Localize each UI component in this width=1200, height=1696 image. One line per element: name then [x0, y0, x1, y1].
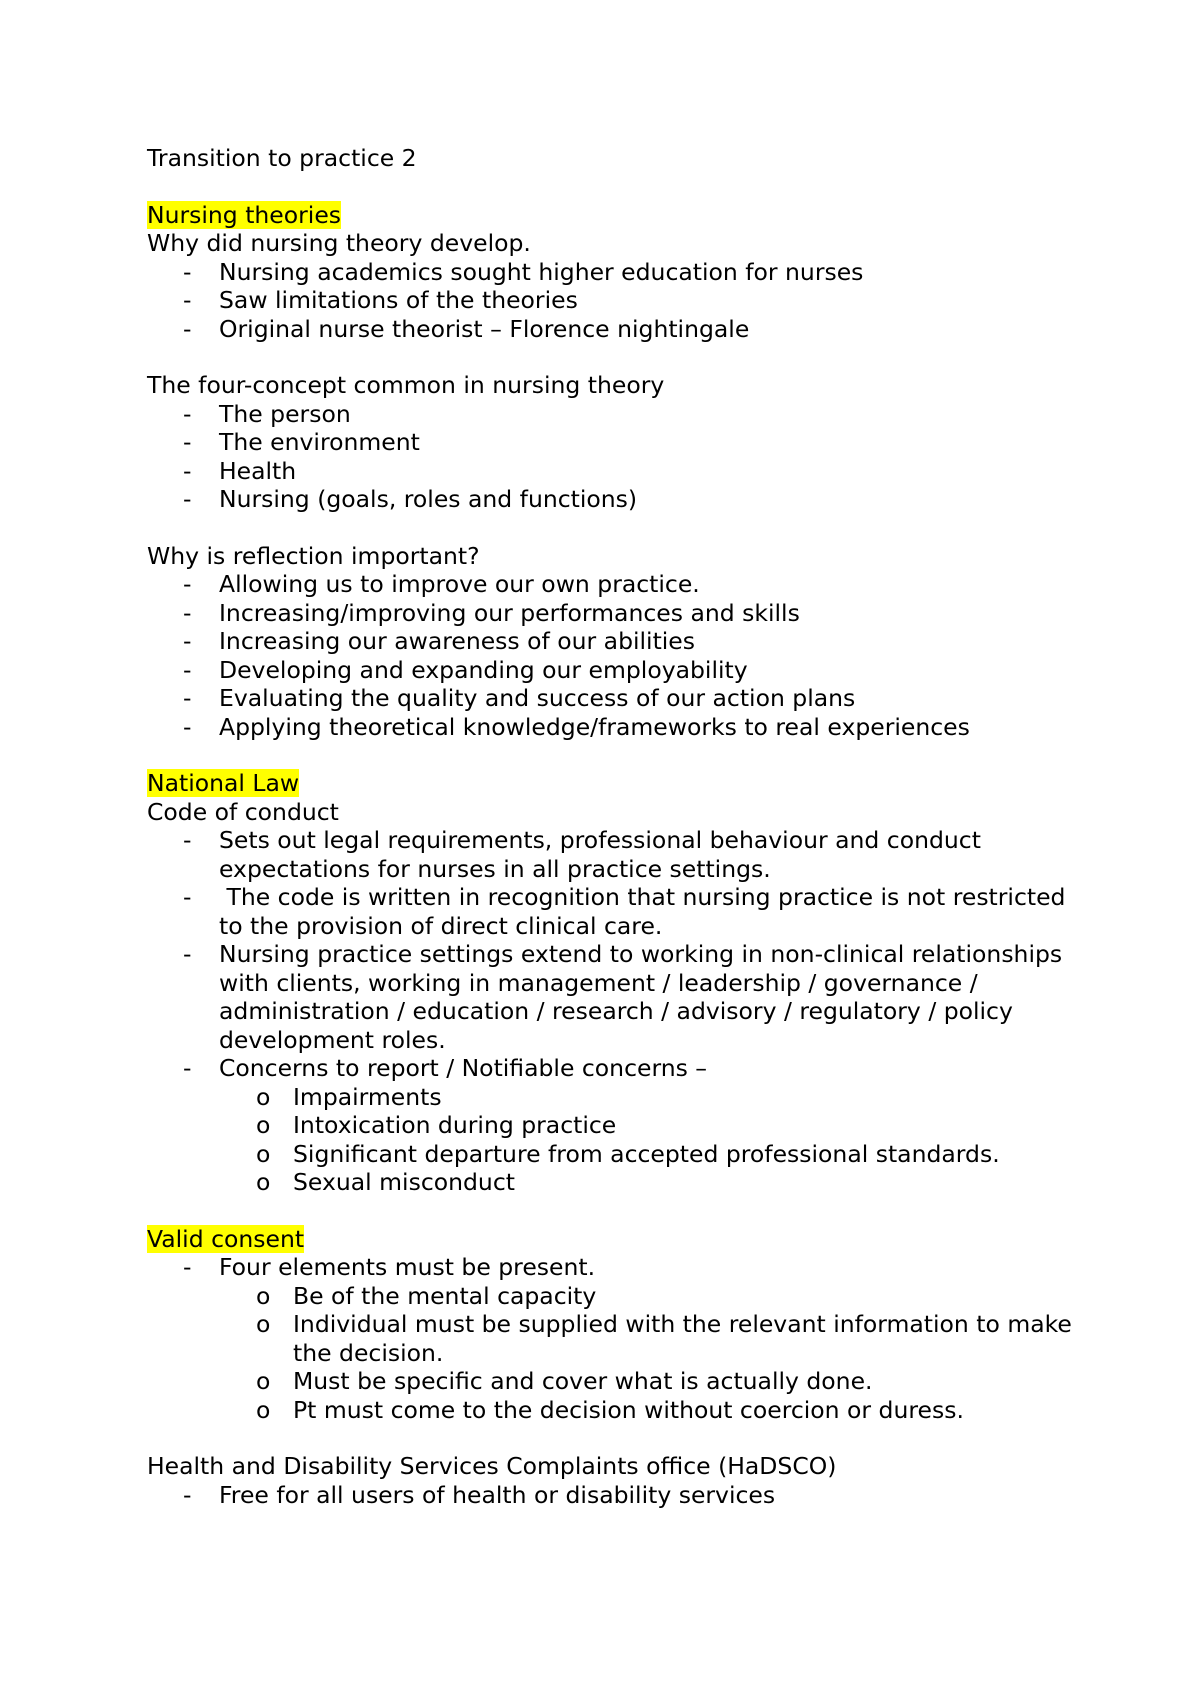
subheading-code-of-conduct: Code of conduct: [147, 797, 339, 826]
dash-bullet-icon: -: [183, 598, 192, 627]
list-item: [147, 457, 1077, 486]
list-item-text: Allowing us to improve our own practice.: [219, 570, 700, 598]
circle-bullet-icon: o: [256, 1139, 271, 1168]
list-item-text: Intoxication during practice: [293, 1111, 617, 1139]
sub-list-item: [147, 1282, 1077, 1311]
dash-bullet-icon: -: [183, 1054, 192, 1082]
list-item-text: Increasing/improving our performances and skills: [219, 598, 800, 627]
list-item: [147, 286, 1077, 315]
dash-bullet-icon: -: [183, 655, 192, 684]
list-item: [147, 428, 1077, 457]
list-item-text: Nursing (goals, roles and functions): [219, 485, 638, 513]
list-item-text: Original nurse theorist – Florence nightingale: [219, 314, 750, 343]
dash-bullet-icon: -: [183, 428, 192, 456]
list-item-text: Individual must be supplied with the relevant information to make the decision.: [293, 1310, 1072, 1367]
list-item-text: Must be specific and cover what is actually done.: [293, 1367, 873, 1395]
circle-bullet-icon: o: [256, 1111, 271, 1139]
list-item-text: Nursing practice settings extend to working in non-clinical relationships with clients, working in management / leadership / governance / administration / education / research / advisory / regulatory / policy development roles.: [219, 940, 1063, 1054]
list-item-text: Pt must come to the decision without coercion or duress.: [293, 1395, 964, 1424]
circle-bullet-icon: o: [256, 1168, 271, 1196]
list-item: [147, 826, 1077, 883]
list-item: [147, 1481, 1077, 1510]
dash-bullet-icon: -: [183, 570, 192, 598]
dash-bullet-icon: -: [183, 399, 192, 428]
list-item: [147, 1253, 1077, 1282]
sub-list-item: [147, 1140, 1077, 1169]
circle-bullet-icon: o: [256, 1367, 271, 1395]
sub-list-item: [147, 1111, 1077, 1140]
question-four-concepts: The four-concept common in nursing theory: [147, 371, 665, 399]
list-item-text: Developing and expanding our employability: [219, 655, 748, 684]
circle-bullet-icon: o: [256, 1082, 271, 1111]
sub-list-item: [147, 1168, 1077, 1197]
list-item: [147, 656, 1077, 685]
list-item: [147, 400, 1077, 429]
list-item-text: Health: [219, 456, 297, 485]
heading-valid-consent: Valid consent: [147, 1224, 305, 1253]
dash-bullet-icon: -: [183, 826, 192, 854]
document-body: [147, 144, 1077, 1509]
dash-bullet-icon: -: [183, 485, 192, 513]
list-item-text: Sets out legal requirements, professional behaviour and conduct expectations for nurses in all practice settings.: [219, 826, 981, 883]
list-item: [147, 684, 1077, 713]
dash-bullet-icon: -: [183, 940, 192, 968]
list-item-text: Saw limitations of the theories: [219, 286, 578, 314]
sub-list-item: [147, 1310, 1077, 1367]
heading-nursing-theories: Nursing theories: [147, 200, 342, 229]
list-item: [147, 570, 1077, 599]
document-title: Transition to practice 2: [147, 144, 417, 172]
list-item: [147, 485, 1077, 514]
list-item: [147, 258, 1077, 287]
list-item: [147, 940, 1077, 1054]
dash-bullet-icon: -: [183, 1480, 192, 1509]
heading-hadsco: Health and Disability Services Complaints office (HaDSCO): [147, 1452, 837, 1480]
list-item-text: The environment: [219, 428, 420, 456]
dash-bullet-icon: -: [183, 257, 192, 286]
list-item-text: Impairments: [293, 1082, 442, 1111]
list-item-text: Four elements must be present.: [219, 1253, 596, 1281]
list-item: [147, 1054, 1077, 1083]
sub-list-item: [147, 1396, 1077, 1425]
heading-national-law: National Law: [147, 769, 300, 797]
list-item: [147, 883, 1077, 940]
list-item-text: Nursing academics sought higher education for nurses: [219, 257, 864, 286]
question-theory-develop: Why did nursing theory develop.: [147, 229, 531, 257]
list-item-text: Evaluating the quality and success of our action plans: [219, 684, 856, 712]
circle-bullet-icon: o: [256, 1395, 271, 1424]
dash-bullet-icon: -: [183, 627, 192, 655]
list-item: [147, 599, 1077, 628]
list-item-text: Sexual misconduct: [293, 1168, 515, 1196]
dash-bullet-icon: -: [183, 1253, 192, 1281]
dash-bullet-icon: -: [183, 684, 192, 712]
list-item: [147, 627, 1077, 656]
list-item-text: Concerns to report / Notifiable concerns –: [219, 1054, 708, 1082]
circle-bullet-icon: o: [256, 1310, 271, 1338]
question-reflection: Why is reflection important?: [147, 541, 480, 570]
dash-bullet-icon: -: [183, 314, 192, 343]
list-item-text: The person: [219, 399, 351, 428]
list-item: [147, 315, 1077, 344]
dash-bullet-icon: -: [183, 712, 192, 741]
list-item-text: Be of the mental capacity: [293, 1281, 597, 1310]
list-item-text: Significant departure from accepted professional standards.: [293, 1139, 1000, 1168]
sub-list-item: [147, 1083, 1077, 1112]
dash-bullet-icon: -: [183, 883, 192, 911]
list-item-text: Applying theoretical knowledge/frameworks to real experiences: [219, 712, 970, 741]
list-item-text: Free for all users of health or disability services: [219, 1480, 776, 1509]
list-item-text: Increasing our awareness of our abilities: [219, 627, 696, 655]
list-item: [147, 713, 1077, 742]
list-item-text: The code is written in recognition that nursing practice is not restricted to the provision of direct clinical care.: [219, 883, 1073, 940]
dash-bullet-icon: -: [183, 456, 192, 485]
dash-bullet-icon: -: [183, 286, 192, 314]
circle-bullet-icon: o: [256, 1281, 271, 1310]
sub-list-item: [147, 1367, 1077, 1396]
